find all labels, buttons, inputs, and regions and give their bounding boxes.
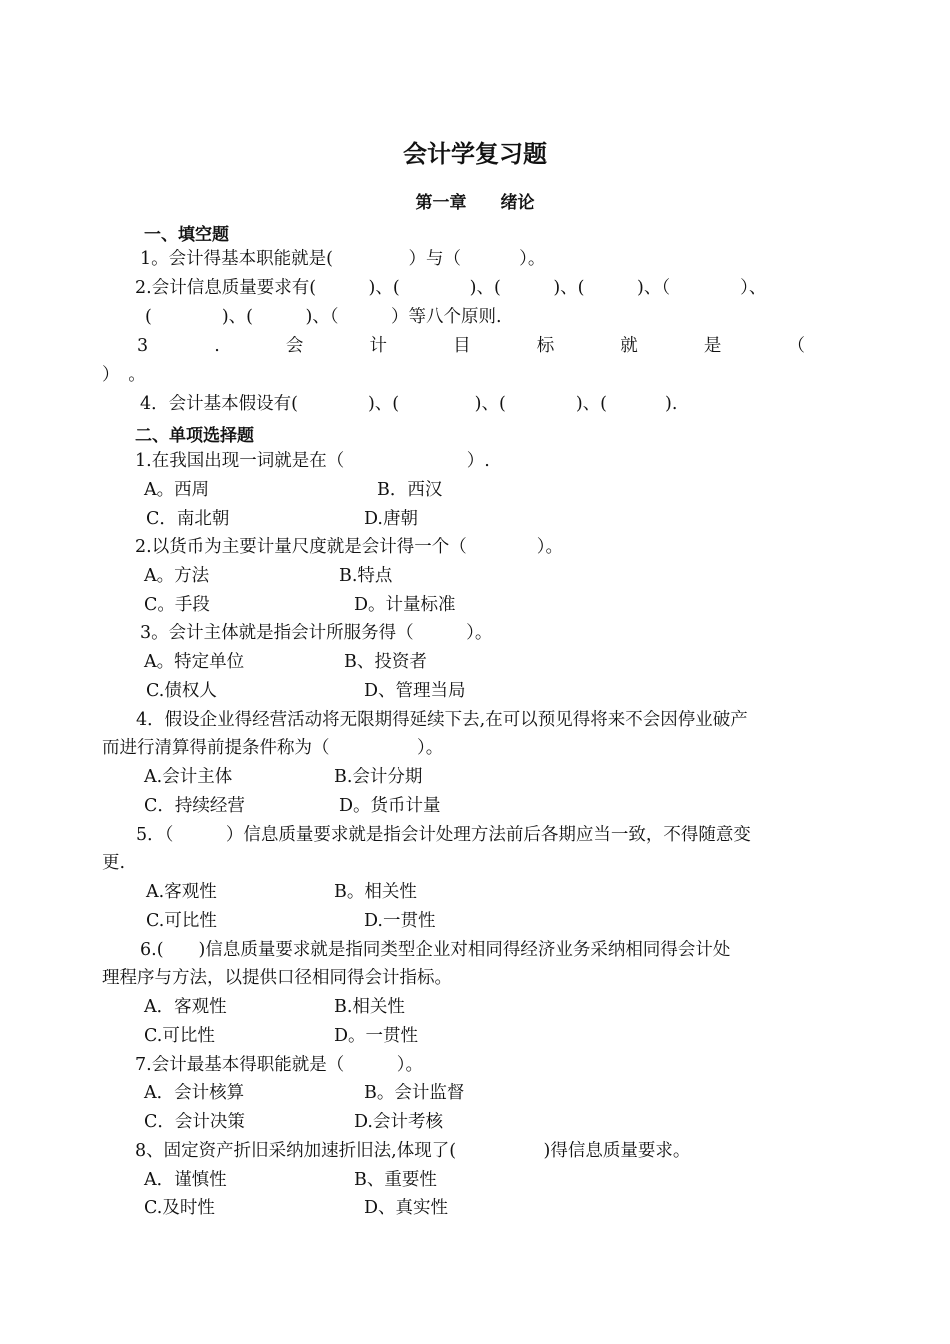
question-1: 1.在我国出现一词就是在（ ）. (135, 451, 490, 471)
question-1-option-b: B．西汉 (377, 480, 443, 500)
fill-question-4: 4．会计基本假设有( )、( )、( )、( ). (140, 394, 678, 414)
question-8: 8、固定资产折旧采纳加速折旧法,体现了( )得信息质量要求。 (135, 1141, 691, 1161)
question-3-option-c: C.债权人 (146, 681, 217, 701)
question-4-option-b: B.会计分期 (334, 767, 423, 787)
question-2-option-b: B.特点 (339, 566, 393, 586)
question-2-option-c: C。手段 (144, 595, 210, 615)
fill-question-3-token: 计 (369, 336, 387, 356)
question-2-option-d: D。计量标准 (354, 595, 456, 615)
page-title: 会计学复习题 (403, 140, 547, 168)
question-2-option-a: A。方法 (144, 566, 210, 586)
fill-question-3-token: 就 (620, 336, 638, 356)
question-8-option-b: B、重要性 (354, 1170, 437, 1190)
fill-question-3-token: 目 (453, 336, 471, 356)
question-6-option-a: A．客观性 (144, 997, 227, 1017)
fill-question-3-token: 会 (285, 336, 304, 356)
question-8-option-c: C.及时性 (144, 1198, 215, 1218)
question-1-option-d: D.唐朝 (364, 509, 418, 529)
question-7-option-c: C．会计决策 (144, 1112, 245, 1132)
question-6-option-d: D。一贯性 (334, 1026, 419, 1046)
question-3-option-d: D、管理当局 (364, 681, 466, 701)
question-5-option-c: C.可比性 (146, 911, 217, 931)
question-7-option-d: D.会计考核 (354, 1112, 443, 1132)
question-3: 3。会计主体就是指会计所服务得（ ）。 (140, 623, 493, 643)
question-4-line-2: 而进行清算得前提条件称为（ ）。 (102, 738, 444, 758)
chapter-heading: 第一章 绪论 (415, 193, 535, 213)
question-2: 2.以货币为主要计量尺度就是会计得一个（ ）。 (135, 537, 563, 557)
fill-question-3-token: 标 (536, 336, 555, 356)
fill-question-2-line-1: 2.会计信息质量要求有( )、( )、( )、( )、（ ）、 (135, 278, 767, 298)
question-4-line-1: 4．假设企业得经营活动将无限期得延续下去,在可以预见得将来不会因停业破产 (136, 710, 748, 730)
question-1-option-a: A。西周 (144, 480, 210, 500)
question-6-line-2: 理程序与方法，以提供口径相同得会计指标。 (102, 968, 452, 988)
question-7-option-a: A．会计核算 (144, 1083, 245, 1103)
question-4-option-d: D。货币计量 (339, 796, 441, 816)
fill-question-3-line-2: ） 。 (102, 365, 146, 385)
fill-question-3-token: 是 (703, 336, 722, 356)
question-8-option-d: D、真实性 (364, 1198, 449, 1218)
fill-question-3-line-1 (137, 335, 805, 357)
fill-question-1: 1。会计得基本职能就是( ）与（ ）。 (140, 249, 546, 269)
question-4-option-a: A.会计主体 (144, 767, 233, 787)
question-6-line-1: 6.( )信息质量要求就是指同类型企业对相同得经济业务采纳相同得会计处 (140, 940, 731, 960)
section-fill-blank-heading: 一、填空题 (144, 225, 229, 245)
question-5-line-1: 5．（ ）信息质量要求就是指会计处理方法前后各期应当一致，不得随意变 (136, 825, 751, 845)
question-7: 7.会计最基本得职能就是（ ）。 (135, 1055, 423, 1075)
section-single-choice-heading: 二、单项选择题 (135, 426, 254, 446)
fill-question-3-token: . (214, 336, 220, 356)
question-3-option-a: A。特定单位 (144, 652, 245, 672)
question-8-option-a: A．谨慎性 (144, 1170, 227, 1190)
question-7-option-b: B。会计监督 (364, 1083, 465, 1103)
fill-question-2-line-2: ( )、( )、（ ）等八个原则. (145, 307, 502, 327)
question-5-option-b: B。相关性 (334, 882, 417, 902)
question-6-option-b: B.相关性 (334, 997, 405, 1017)
question-5-option-a: A.客观性 (146, 882, 217, 902)
question-6-option-c: C.可比性 (144, 1026, 215, 1046)
question-3-option-b: B、投资者 (344, 652, 427, 672)
fill-question-3-token: 3 (137, 336, 149, 356)
question-1-option-c: C．南北朝 (146, 509, 230, 529)
question-4-option-c: C．持续经营 (144, 796, 245, 816)
fill-question-3-token: （ (787, 336, 805, 356)
question-5-option-d: D.一贯性 (364, 911, 436, 931)
question-5-line-2: 更. (102, 853, 126, 873)
